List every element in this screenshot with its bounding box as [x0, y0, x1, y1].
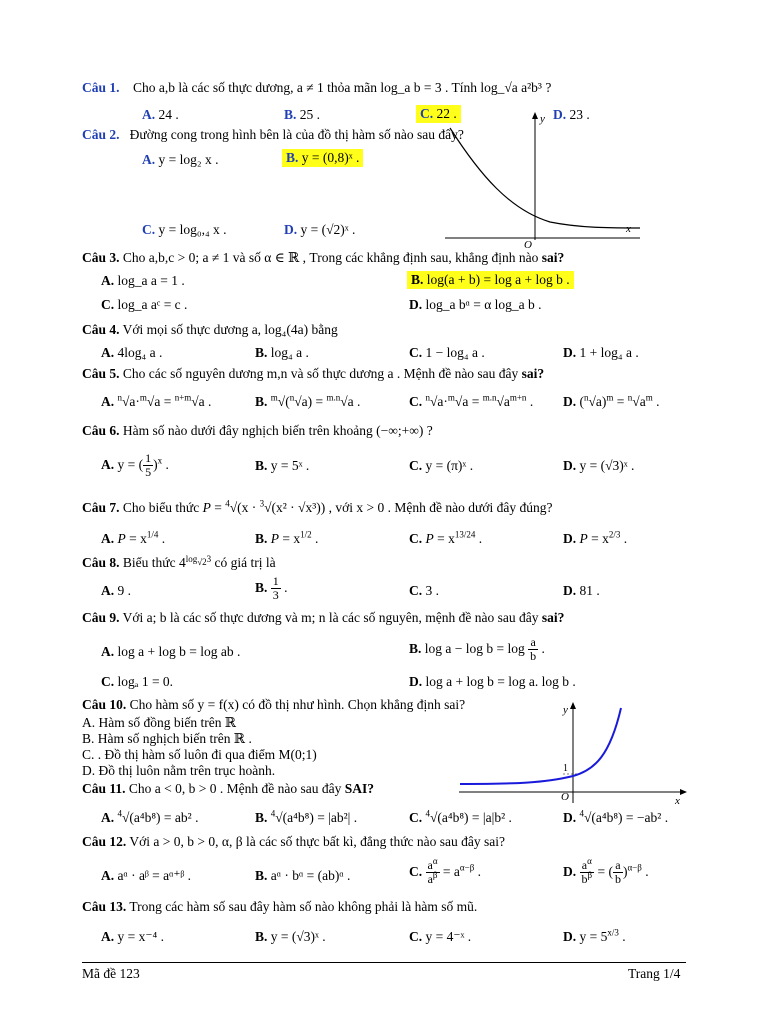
q10-option-d[interactable]: D. Đồ thị luôn nằm trên trục hoành.: [82, 763, 276, 778]
q4-option-a[interactable]: A. 4log₄ a .: [101, 345, 163, 360]
q13-option-d[interactable]: D. $y = 5^{x/3}$ .: [563, 927, 626, 944]
graph1-origin: O: [524, 239, 532, 250]
graph2-origin: O: [561, 791, 569, 803]
q12-option-c[interactable]: C. $\frac{a^\alpha}{a^\beta}$ = $a^{\alpha-\beta}$ .: [409, 856, 482, 887]
q9-option-a[interactable]: A. log a + log b = log ab .: [101, 644, 241, 659]
q6-option-a[interactable]: A. y = ( $\frac{1}{5}$ )$^x$ .: [101, 451, 169, 480]
q2-option-d[interactable]: D. y = (√2)ˣ .: [284, 222, 356, 237]
q7-stem: Câu 7. Cho biểu thức P = $^4$√(x · $^3$√(x² · √x³)) , với x > 0 . Mệnh đề nào dưới đây đúng?: [82, 498, 553, 515]
q8-option-b[interactable]: B. $\frac{1}{3}$ .: [255, 574, 288, 603]
q3-option-b[interactable]: B. log(a + b) = log a + log b .: [407, 271, 574, 289]
q12-option-d[interactable]: D. $\frac{a^\alpha}{b^\beta}$ = ( $\frac{a}{b}$ )$^{\alpha-\beta}$ .: [563, 856, 649, 887]
q5-option-d[interactable]: D. $(^n√a)^m = ^n√a^m$ .: [563, 392, 660, 409]
q5-stem: Câu 5. Cho các số nguyên dương m,n và số thực dương a . Mệnh đề nào sau đây sai?: [82, 366, 545, 381]
q2-option-c[interactable]: C. y = log₀,₄ x .: [142, 222, 227, 237]
q11-option-b[interactable]: B. $^4$√(a⁴b⁸) = |ab²| .: [255, 808, 358, 825]
graph2-y-label: y: [563, 704, 568, 716]
footer-exam-code: Mã đề 123: [82, 966, 140, 981]
q6-option-b[interactable]: B. y = 5ˣ .: [255, 458, 310, 473]
q12-option-b[interactable]: B. aᵅ · bᵅ = (ab)ᵅ .: [255, 868, 351, 883]
q4-option-c[interactable]: C. 1 − log₄ a .: [409, 345, 485, 360]
q1-stem: [82, 80, 551, 96]
q2-stem: Câu 2. Đường cong trong hình bên là của đồ thị hàm số nào sau đây?: [82, 127, 464, 142]
q10-option-a[interactable]: A. Hàm số đồng biến trên ℝ: [82, 715, 237, 730]
q11-option-c[interactable]: C. $^4$√(a⁴b⁸) = |a|b² .: [409, 808, 512, 825]
q7-option-a[interactable]: A. $P = x^{1/4}$ .: [101, 529, 166, 546]
q1-label: Câu 1.: [82, 80, 120, 95]
q3-option-c[interactable]: C. log_a aᶜ = c .: [101, 297, 188, 312]
q9-stem: Câu 9. Với a; b là các số thực dương và m; n là các số nguyên, mệnh đề nào sau đây sai?: [82, 610, 565, 625]
q6-stem: Câu 6. Hàm số nào dưới đây nghịch biến trên khoảng (−∞;+∞) ?: [82, 423, 433, 438]
graph2-curve: [460, 708, 621, 784]
q12-stem: Câu 12. Với a > 0, b > 0, α, β là các số thực bất kì, đẳng thức nào sau đây sai?: [82, 834, 506, 849]
q4-stem: Câu 4. Với mọi số thực dương a, log₄(4a) bằng: [82, 322, 338, 337]
q5-option-b[interactable]: B. $^m$√($^n$√a) = $^{m.n}$√a .: [255, 392, 361, 409]
q1-option-b[interactable]: B. 25 .: [284, 107, 321, 122]
q11-option-a[interactable]: A. $^4$√(a⁴b⁸) = ab² .: [101, 808, 199, 825]
footer-rule: [82, 962, 686, 963]
q9-option-d[interactable]: D. log a + log b = log a. log b .: [409, 674, 576, 689]
graph2-tick-1: 1: [563, 763, 568, 774]
q1-text: Cho a,b là các số thực dương, a ≠ 1 thỏa mãn log_a b = 3 . Tính log_√a a²b³ ?: [133, 80, 552, 95]
q8-option-a[interactable]: A. 9 .: [101, 583, 131, 598]
q2-option-a[interactable]: A. y = log₂ x .: [142, 152, 219, 167]
graph1-curve: [450, 128, 640, 228]
q9-option-c[interactable]: C. logₐ 1 = 0.: [101, 674, 174, 689]
q4-option-d[interactable]: D. 1 + log₄ a .: [563, 345, 639, 360]
q4-option-b[interactable]: B. log₄ a .: [255, 345, 309, 360]
q13-option-c[interactable]: C. y = 4⁻ˣ .: [409, 929, 472, 944]
q8-option-d[interactable]: D. 81 .: [563, 583, 600, 598]
q3-stem: Câu 3. Cho a,b,c > 0; a ≠ 1 và số α ∈ ℝ , Trong các khẳng định sau, khẳng định nào sai?: [82, 250, 565, 265]
q1-option-d[interactable]: D. 23 .: [553, 107, 590, 122]
graph1-decreasing-exp: [440, 110, 650, 250]
q5-option-a[interactable]: A. $^n$√a·$^m$√a = $^{n+m}$√a .: [101, 392, 212, 409]
q8-stem: Câu 8. Biểu thức $4^{log_{√2}3}$ có giá trị là: [82, 553, 276, 570]
q12-option-a[interactable]: A. aᵅ · aᵝ = aᵅ⁺ᵝ .: [101, 868, 192, 883]
q13-stem: Câu 13. Trong các hàm số sau đây hàm số nào không phải là hàm số mũ.: [82, 899, 478, 914]
q10-option-c[interactable]: C. . Đồ thị hàm số luôn đi qua điểm M(0;1): [82, 747, 317, 762]
q1-option-a[interactable]: A. 24 .: [142, 107, 179, 122]
q9-option-b[interactable]: B. log a − log b = log $\frac{a}{b}$ .: [409, 635, 545, 664]
q11-stem: Câu 11. Cho a < 0, b > 0 . Mệnh đề nào sau đây SAI?: [82, 781, 374, 796]
graph1-x-label: x: [626, 223, 631, 235]
q5-option-c[interactable]: C. $^n√a\cdot^m√a = ^{m.n}√a^{m+n}$ .: [409, 392, 534, 409]
q1-option-c[interactable]: C. 22 .: [416, 105, 461, 123]
q3-option-a[interactable]: A. log_a a = 1 .: [101, 273, 185, 288]
q7-option-d[interactable]: D. $P = x^{2/3}$ .: [563, 529, 628, 546]
q13-option-b[interactable]: B. y = (√3)ˣ .: [255, 929, 326, 944]
q8-option-c[interactable]: C. 3 .: [409, 583, 439, 598]
q10-stem: Câu 10. Cho hàm số y = f(x) có đồ thị như hình. Chọn khẳng định sai?: [82, 697, 466, 712]
q7-option-c[interactable]: C. $P = x^{13/24}$ .: [409, 529, 483, 546]
q7-option-b[interactable]: B. $P = x^{1/2}$ .: [255, 529, 319, 546]
q11-option-d[interactable]: D. $^4$√(a⁴b⁸) = −ab² .: [563, 808, 669, 825]
graph2-increasing-exp: [455, 700, 690, 805]
graph1-y-label: y: [540, 113, 545, 125]
footer-page-number: Trang 1/4: [628, 966, 681, 981]
q13-option-a[interactable]: A. y = x⁻⁴ .: [101, 929, 164, 944]
q6-option-c[interactable]: C. y = (π)ˣ .: [409, 458, 474, 473]
q3-option-d[interactable]: D. log_a bᵅ = α log_a b .: [409, 297, 542, 312]
graph2-x-label: x: [675, 795, 680, 805]
q6-option-d[interactable]: D. y = (√3)ˣ .: [563, 458, 635, 473]
q10-option-b[interactable]: B. Hàm số nghịch biến trên ℝ .: [82, 731, 252, 746]
q2-option-b[interactable]: B. y = (0,8)ˣ .: [282, 149, 363, 167]
